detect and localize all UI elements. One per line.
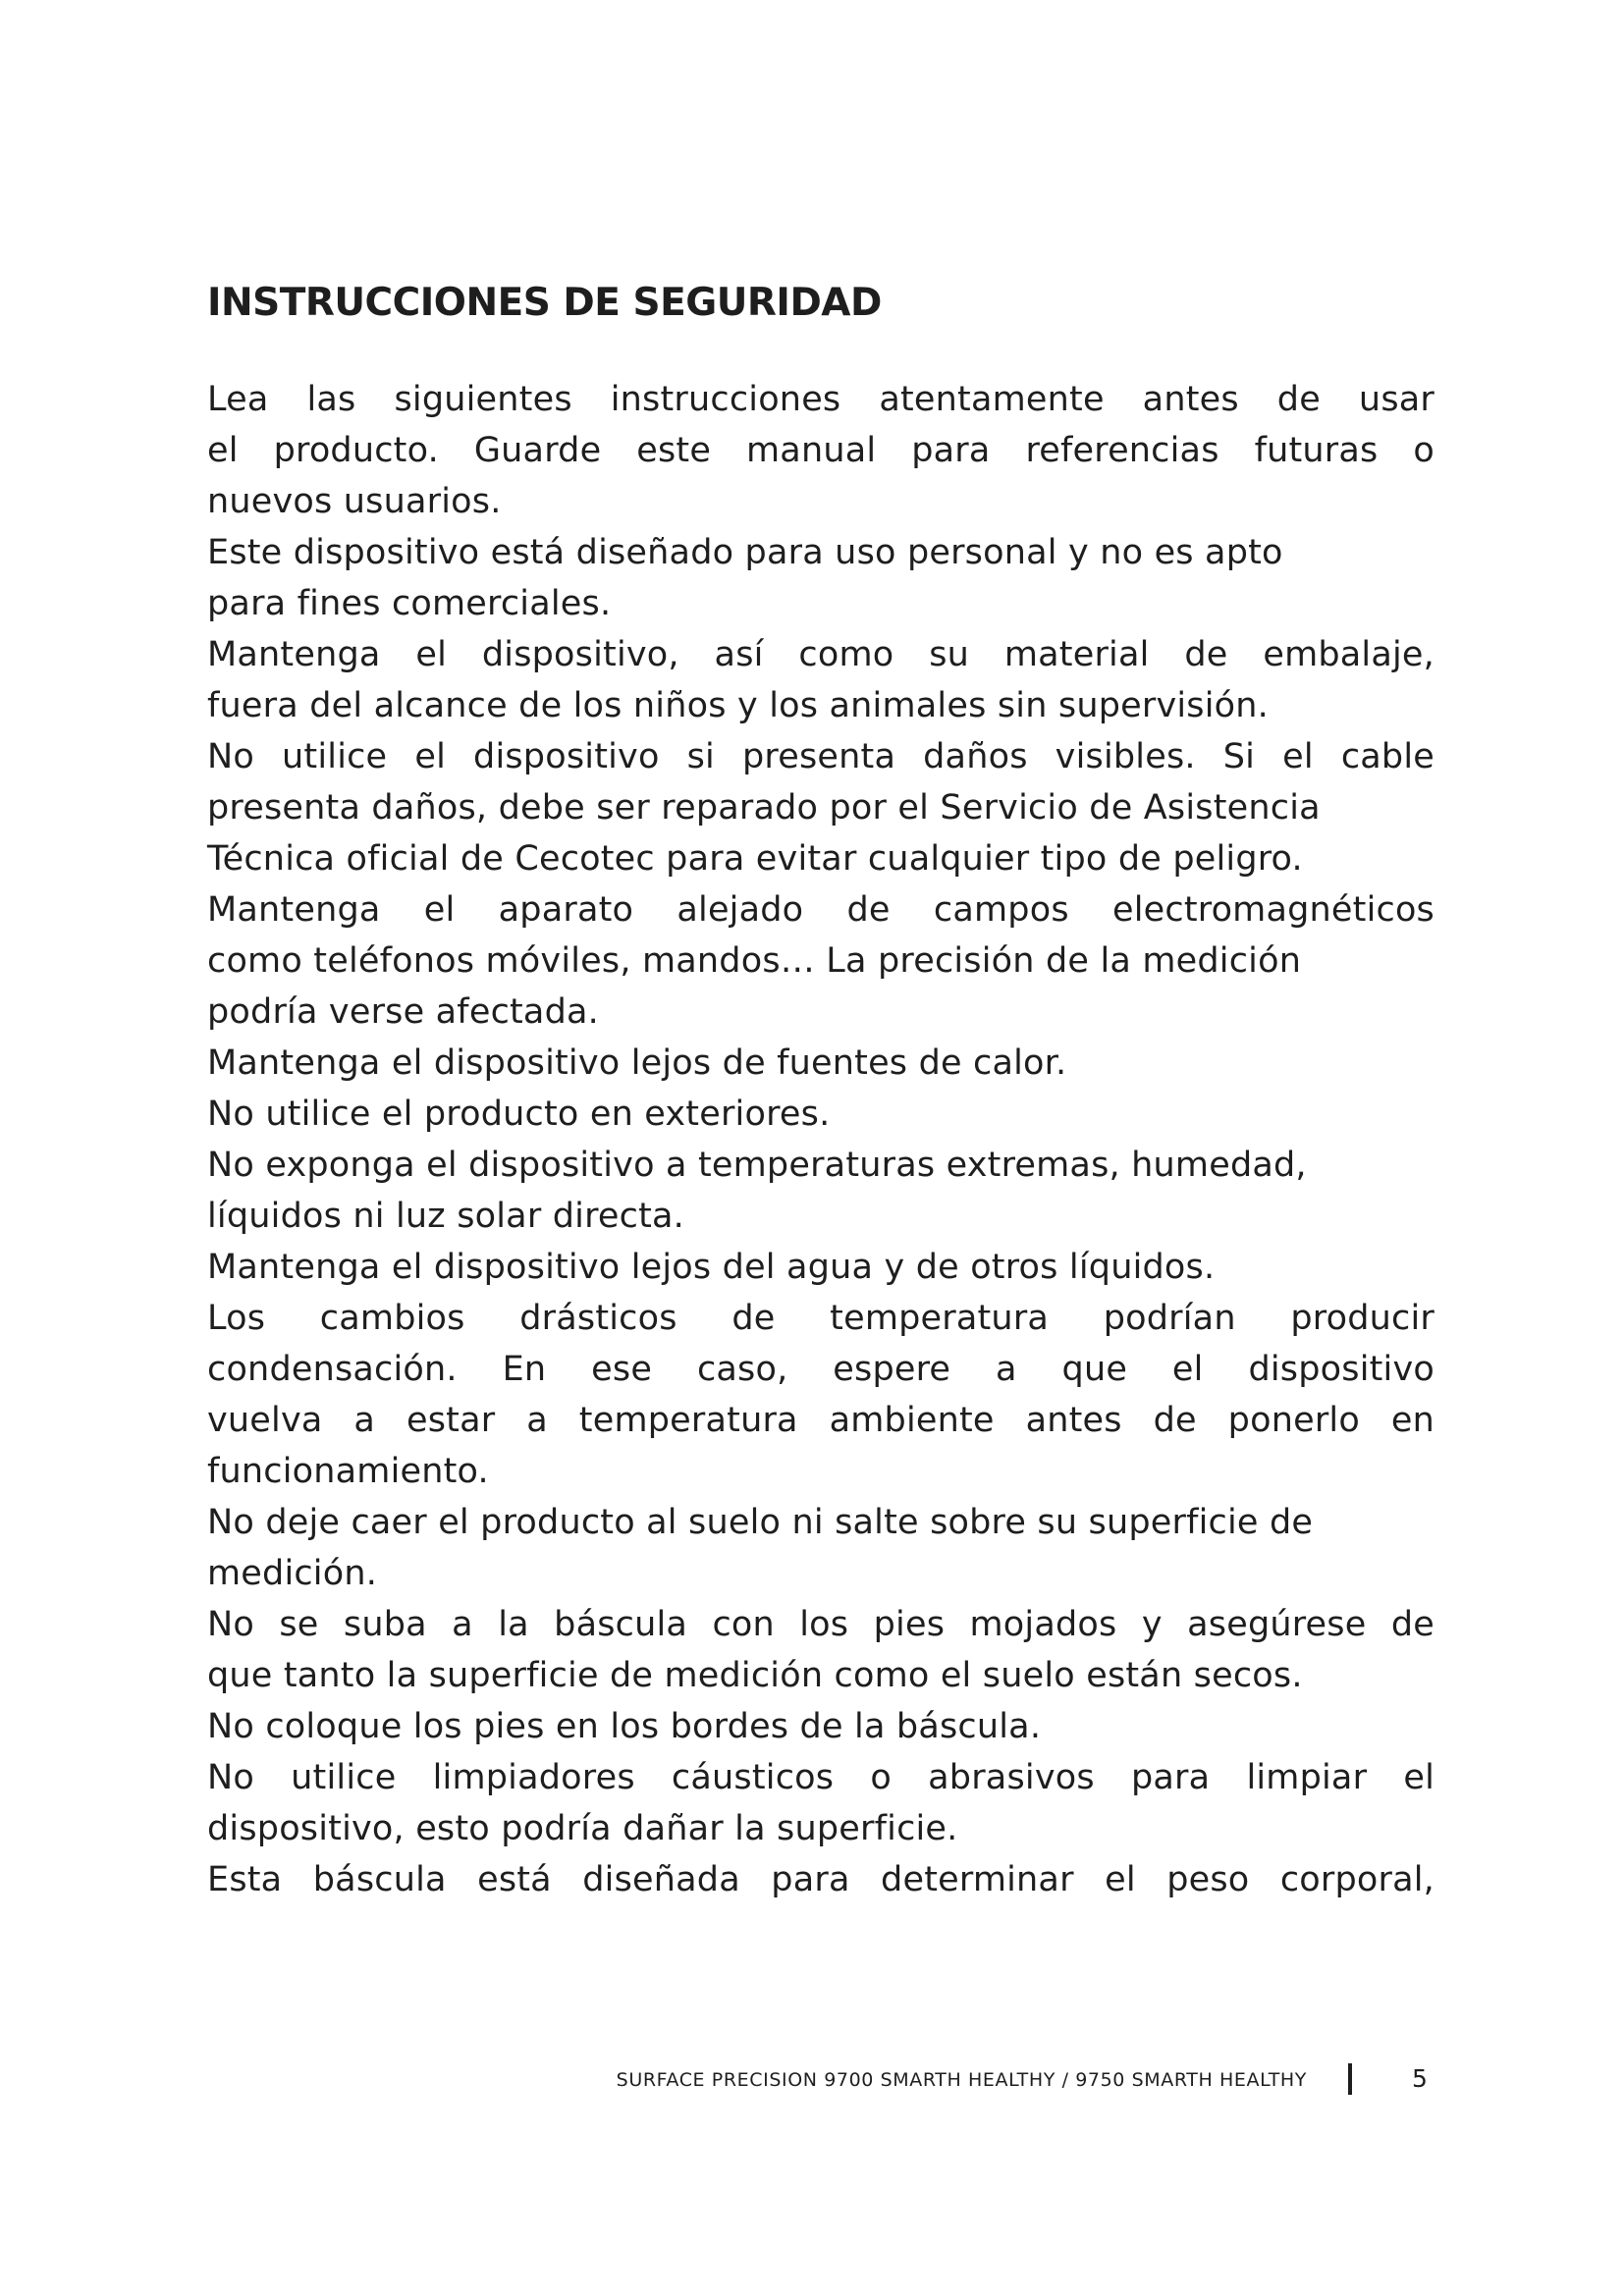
section-heading: INSTRUCCIONES DE SEGURIDAD — [207, 281, 882, 325]
text-line: fuera del alcance de los niños y los animales sin supervisión. — [207, 686, 1269, 725]
text-line: como teléfonos móviles, mandos… La precisión de la medición — [207, 941, 1302, 981]
page-footer — [0, 2061, 1624, 2101]
text-line: Este dispositivo está diseñado para uso personal y no es apto — [207, 533, 1283, 572]
text-line: No utilice el producto en exteriores. — [207, 1095, 831, 1134]
text-line: No se suba a la báscula con los pies mojados y asegúrese de — [207, 1605, 1435, 1644]
text-line: medición. — [207, 1554, 378, 1593]
text-line: Esta báscula está diseñada para determinar el peso corporal, — [207, 1860, 1435, 1899]
text-line: líquidos ni luz solar directa. — [207, 1197, 684, 1236]
safety-instructions-body — [207, 374, 1435, 1905]
page-number: 5 — [1412, 2064, 1428, 2093]
text-line: Mantenga el dispositivo, así como su material de embalaje, — [207, 635, 1435, 674]
text-line: podría verse afectada. — [207, 992, 599, 1032]
text-line: Técnica oficial de Cecotec para evitar cualquier tipo de peligro. — [207, 839, 1303, 879]
text-line: Lea las siguientes instrucciones atentamente antes de usar — [207, 380, 1435, 419]
text-line: No exponga el dispositivo a temperaturas extremas, humedad, — [207, 1146, 1307, 1185]
text-line: No utilice limpiadores cáusticos o abrasivos para limpiar el — [207, 1758, 1435, 1797]
text-line: Mantenga el aparato alejado de campos electromagnéticos — [207, 890, 1435, 930]
text-line: para fines comerciales. — [207, 584, 612, 623]
text-line: Mantenga el dispositivo lejos de fuentes de calor. — [207, 1043, 1067, 1083]
text-line: el producto. Guarde este manual para referencias futuras o — [207, 431, 1435, 470]
text-line: presenta daños, debe ser reparado por el Servicio de Asistencia — [207, 788, 1321, 828]
text-line: dispositivo, esto podría dañar la superficie. — [207, 1809, 958, 1848]
footer-product-name: SURFACE PRECISION 9700 SMARTH HEALTHY / 9750 SMARTH HEALTHY — [616, 2069, 1307, 2091]
text-line: No coloque los pies en los bordes de la báscula. — [207, 1707, 1042, 1746]
text-line: No deje caer el producto al suelo ni salte sobre su superficie de — [207, 1503, 1314, 1542]
text-line: Mantenga el dispositivo lejos del agua y de otros líquidos. — [207, 1248, 1216, 1287]
text-line: condensación. En ese caso, espere a que el dispositivo — [207, 1350, 1435, 1389]
text-line: vuelva a estar a temperatura ambiente antes de ponerlo en — [207, 1401, 1435, 1440]
text-line: nuevos usuarios. — [207, 482, 502, 521]
text-line: que tanto la superficie de medición como el suelo están secos. — [207, 1656, 1303, 1695]
text-line: No utilice el dispositivo si presenta daños visibles. Si el cable — [207, 737, 1435, 776]
text-line: Los cambios drásticos de temperatura podrían producir — [207, 1299, 1435, 1338]
footer-divider — [1348, 2063, 1352, 2095]
text-line: funcionamiento. — [207, 1452, 489, 1491]
